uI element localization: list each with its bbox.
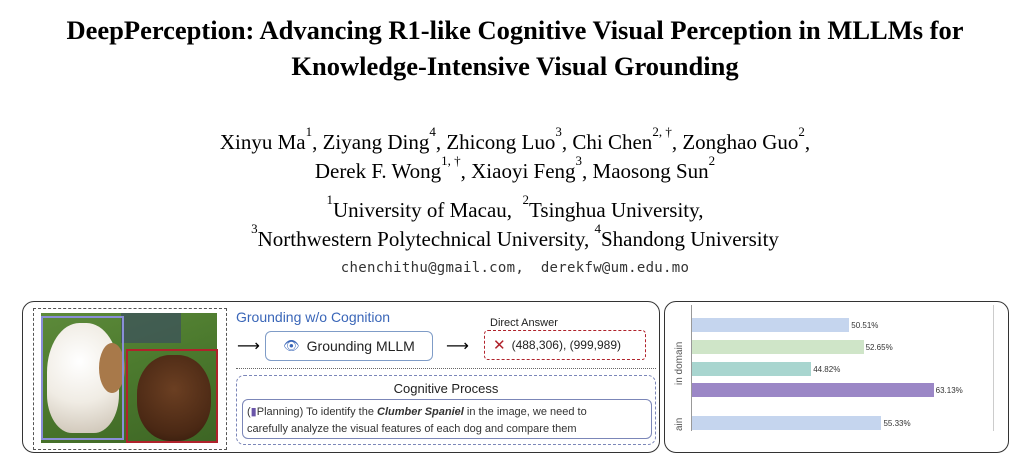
affiliation: Tsinghua University,: [529, 198, 704, 222]
affil-line-1: [0, 192, 1030, 225]
affiliation: Shandong University: [601, 227, 779, 251]
author-sup: 2, †: [652, 124, 672, 139]
author: Zonghao Guo: [682, 130, 799, 154]
author-sup: 3: [575, 153, 583, 168]
planning-target: Clumber Spaniel: [377, 406, 464, 418]
right-arrow-icon: ⟶: [446, 336, 469, 355]
author-sup: 1: [305, 124, 313, 139]
author-sep: ,: [561, 130, 573, 154]
author-sup: 3: [555, 124, 562, 139]
y-group-label: in domain: [674, 341, 685, 385]
author-sup: 2: [708, 153, 716, 168]
title-line-1: DeepPerception: Advancing R1-like Cognitive Visual Perception in MLLMs for: [66, 15, 964, 45]
author-sep: ,: [435, 130, 447, 154]
y-group-label: ain: [674, 417, 685, 431]
bar-value-label: 63.13%: [935, 386, 963, 395]
author: Chi Chen: [572, 130, 653, 154]
affil-sup: 3: [251, 221, 258, 236]
divider: [236, 368, 656, 369]
bbox-red: [126, 349, 218, 443]
direct-answer-box: [484, 330, 646, 360]
chart-bar: [692, 383, 934, 397]
author-line-1: [0, 124, 1030, 157]
author: Xiaoyi Feng: [471, 159, 576, 183]
planning-box: (▮Planning) To identify the Clumber Spaniel in the image, we need to carefully analyze the visual features of each dog and compare them: [242, 399, 652, 439]
chart-gridline: [993, 305, 994, 431]
bar-value-label: 55.33%: [883, 419, 911, 428]
author: Ziyang Ding: [322, 130, 430, 154]
author-sep: ,: [312, 130, 323, 154]
author: Xinyu Ma: [219, 130, 306, 154]
author-sep: ,: [804, 130, 811, 154]
author: Derek F. Wong: [314, 159, 442, 183]
bbox-blue: [41, 316, 124, 440]
cognitive-title: Cognitive Process: [393, 381, 499, 396]
chart-bar: [692, 318, 849, 332]
eye-icon: 👁: [283, 338, 300, 353]
author: Zhicong Luo: [446, 130, 556, 154]
author-line-2: [0, 153, 1030, 186]
cross-icon: ✕: [493, 337, 506, 354]
affil-sup: 4: [594, 221, 601, 236]
right-arrow-icon: ⟶: [237, 336, 260, 355]
email-link[interactable]: derekfw@um.edu.mo: [540, 260, 690, 276]
planning-text: in the image, we need to: [463, 406, 587, 418]
chart-bar: [692, 416, 881, 430]
grounding-title: Grounding w/o Cognition: [236, 309, 391, 325]
author-sup: 2: [798, 124, 805, 139]
planning-text: ) To identify the: [299, 406, 378, 418]
photo-background-legs: [121, 313, 181, 343]
grounding-mllm-box: [265, 331, 433, 361]
chart-bar: [692, 340, 864, 354]
author-sep: ,: [671, 130, 683, 154]
direct-answer-label: Direct Answer: [490, 317, 558, 329]
planning-tag: Planning: [256, 406, 300, 418]
title-line-2: Knowledge-Intensive Visual Grounding: [291, 51, 739, 81]
chart-bar: [692, 362, 811, 376]
email-link[interactable]: chenchithu@gmail.com,: [340, 260, 525, 276]
bar-value-label: 44.82%: [813, 365, 841, 374]
book-icon: ▮: [250, 406, 257, 418]
author-sup: 1, †: [441, 153, 461, 168]
affiliations: [0, 192, 1030, 254]
author-sup: 4: [429, 124, 436, 139]
affil-sup: 2: [522, 192, 530, 207]
affiliation: Northwestern Polytechnical University,: [257, 227, 590, 251]
planning-line-2: carefully analyze the visual features of each dog and compare them: [247, 423, 577, 435]
bar-value-label: 52.65%: [865, 343, 893, 352]
direct-answer-value: (488,306), (999,989): [511, 338, 621, 352]
emails: [0, 260, 1030, 276]
bar-value-label: 50.51%: [851, 321, 879, 330]
author-sep: ,: [582, 159, 593, 183]
author: Maosong Sun: [592, 159, 709, 183]
author-sep: ,: [460, 159, 472, 183]
mllm-label: Grounding MLLM: [306, 338, 415, 354]
affiliation: University of Macau,: [332, 198, 513, 222]
author-list: [0, 124, 1030, 186]
affil-sup: 1: [326, 192, 333, 207]
paper-title: [0, 12, 1030, 84]
affil-line-2: [0, 221, 1030, 254]
